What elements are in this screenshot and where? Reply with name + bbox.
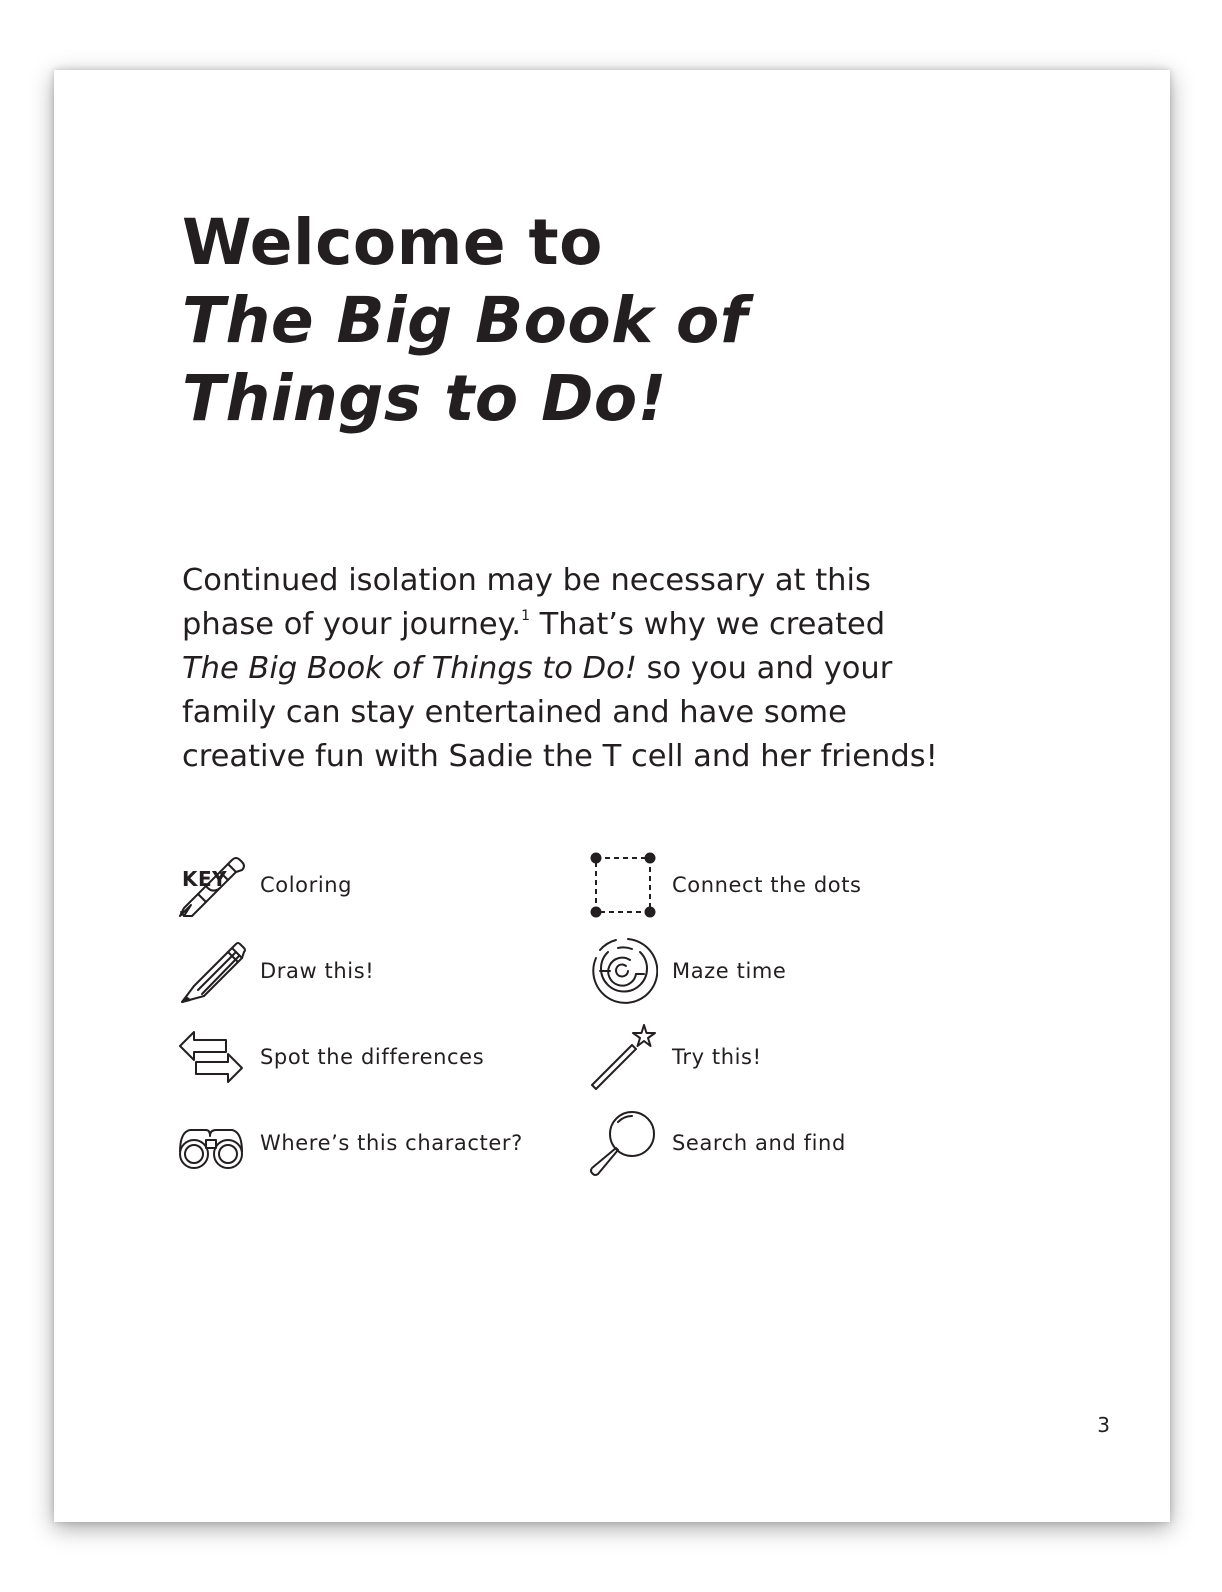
- key-item-connect-dots: [588, 850, 862, 920]
- magnifying-glass-icon: [588, 1108, 658, 1178]
- title-line-2: The Big Book of: [182, 284, 748, 357]
- key-label: Coloring: [260, 873, 353, 897]
- document-page: [54, 70, 1170, 1522]
- intro-line-5: creative fun with Sadie the T cell and her friends!: [182, 739, 938, 774]
- key-label: Connect the dots: [672, 873, 862, 897]
- intro-line-2-end: That’s why we created: [529, 607, 886, 642]
- key-label: Search and find: [672, 1131, 846, 1155]
- key-item-try-this: [588, 1022, 762, 1092]
- magic-wand-icon: [588, 1022, 658, 1092]
- intro-line-4: family can stay entertained and have some: [182, 695, 847, 730]
- maze-icon: [588, 936, 658, 1006]
- key-label: Try this!: [672, 1045, 762, 1069]
- key-label: Spot the differences: [260, 1045, 485, 1069]
- intro-paragraph: [182, 559, 1052, 779]
- pencil-icon: [176, 936, 246, 1006]
- page-title: [182, 204, 748, 438]
- footnote-marker: 1: [521, 608, 530, 624]
- key-item-search-find: [588, 1108, 846, 1178]
- title-line-3: Things to Do!: [182, 362, 667, 435]
- book-title-italic: The Big Book of Things to Do!: [182, 651, 637, 686]
- key-item-spot-differences: [176, 1022, 484, 1092]
- intro-line-3: [182, 647, 1052, 691]
- title-line-1: Welcome to: [182, 206, 603, 279]
- key-label: Maze time: [672, 959, 787, 983]
- arrows-icon: [176, 1022, 246, 1092]
- crayon-icon: [176, 850, 246, 920]
- intro-line-2-start: phase of your journey.: [182, 607, 522, 642]
- key-item-coloring: [176, 850, 352, 920]
- key-label: Where’s this character?: [260, 1131, 523, 1155]
- intro-line-1: Continued isolation may be necessary at this: [182, 563, 871, 598]
- key-label: Draw this!: [260, 959, 375, 983]
- intro-line-3-rest: so you and your: [636, 651, 893, 686]
- connect-dots-icon: [588, 850, 658, 920]
- page-number: 3: [1097, 1413, 1110, 1437]
- binoculars-icon: [176, 1108, 246, 1178]
- intro-line-2: [182, 603, 1052, 647]
- key-item-maze-time: [588, 936, 786, 1006]
- key-item-draw-this: [176, 936, 374, 1006]
- key-item-wheres-character: [176, 1108, 523, 1178]
- key-heading: KEY: [182, 867, 228, 891]
